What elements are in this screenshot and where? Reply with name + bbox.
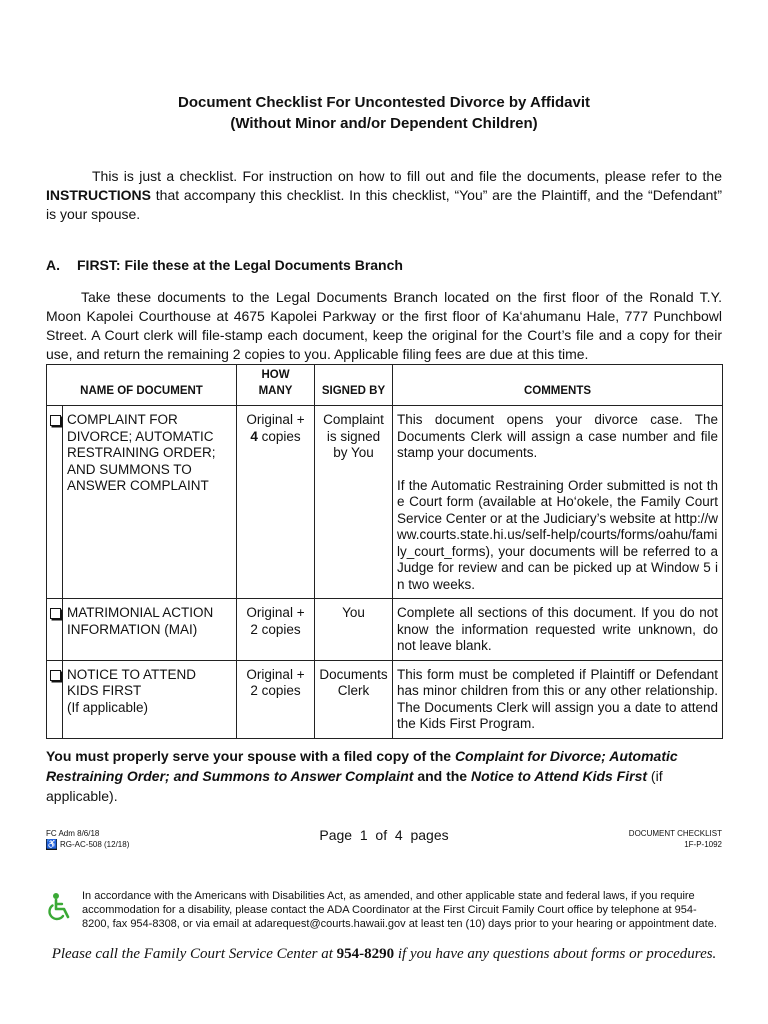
footer-form-ids: FC Adm 8/6/18 ♿ RG-AC-508 (12/18): [46, 829, 130, 849]
checkbox-complaint[interactable]: [50, 415, 61, 426]
signed-by: Complaint is signed by You: [315, 406, 393, 599]
service-notice: You must properly serve your spouse with a filed copy of the Complaint for Divorce; Automatic Restraining Order; and Summons to Answer Complaint and the Notice to Attend Kids First (if applicable).: [46, 748, 678, 804]
signed-by: Documents Clerk: [315, 660, 393, 738]
ada-notice: In accordance with the Americans with Disabilities Act, as amended, and other applicable state and federal laws, if you require accommodation for a disability, please contact the ADA Coordinator at the First Circuit Family Court office by telephone at 954-8200, fax 954-8308, or via email at adarequest@courts.hawaii.gov at least ten (10) days prior to your hearing or appointment date.: [82, 890, 717, 930]
header-signed-by: SIGNED BY: [315, 365, 393, 406]
table-row: [47, 660, 723, 738]
how-many: Original + 2 copies: [237, 660, 315, 738]
comments: This document opens your divorce case. The Documents Clerk will assign a case number and file stamp your documents. If the Automatic Restraining Order submitted is not the Court form (available at Ho‘okele, the Family Court Service Center or at the Judiciary’s website at http://www.courts.state.hi.us/self-help/courts/forms/oahu/family_court_forms), your documents will be referred to a Judge for review and can be picked up at Window 5 in two weeks.: [393, 406, 723, 599]
document-title: Document Checklist For Uncontested Divorce by Affidavit: [177, 94, 591, 111]
wheelchair-icon: [44, 892, 74, 922]
footer-doc-code: DOCUMENT CHECKLIST 1F-P-1092: [628, 829, 722, 849]
checklist-table: [46, 364, 723, 739]
header-comments: COMMENTS: [393, 365, 723, 406]
how-many: Original + 4 copies: [237, 406, 315, 599]
table-row: [47, 599, 723, 661]
section-a-heading: A. FIRST: File these at the Legal Documents Branch: [46, 257, 403, 273]
phone-number: 954-8290: [336, 946, 395, 962]
checkbox-mai[interactable]: [50, 608, 61, 619]
table-row: [47, 406, 723, 599]
document-name: MATRIMONIAL ACTION INFORMATION (MAI): [63, 599, 237, 661]
intro-paragraph: This is just a checklist. For instruction on how to fill out and file the documents, please refer to the INSTRUCTIONS that accompany this checklist. In this checklist, “You” are the Plaintiff, and the “Defendant” is your spouse.: [46, 168, 722, 222]
table-header-row: [47, 365, 723, 406]
service-center-call: Please call the Family Court Service Center at 954-8290 if you have any questions about forms or procedures.: [51, 946, 717, 962]
document-subtitle: (Without Minor and/or Dependent Children): [230, 115, 538, 132]
checkbox-kids-first[interactable]: [50, 670, 61, 681]
section-a-paragraph: Take these documents to the Legal Documents Branch located on the first floor of the Ronald T.Y. Moon Kapolei Courthouse at 4675 Kapolei Parkway or the first floor of Ka‘ahumanu Hale, 777 Punchbowl Street. A Court clerk will file-stamp each document, keep the original for the Court’s file and a copy for their use, and return the remaining 2 copies to you. Applicable filing fees are due at this time.: [46, 289, 722, 362]
instructions-emphasis: INSTRUCTIONS: [46, 187, 151, 203]
header-how-many: HOW MANY: [237, 365, 315, 406]
document-name: NOTICE TO ATTEND KIDS FIRST (If applicable): [63, 660, 237, 738]
how-many: Original + 2 copies: [237, 599, 315, 661]
comments: This form must be completed if Plaintiff or Defendant has minor children from this or any other relationship. The Documents Clerk will assign you a date to attend the Kids First Program.: [393, 660, 723, 738]
document-name: COMPLAINT FOR DIVORCE; AUTOMATIC RESTRAINING ORDER; AND SUMMONS TO ANSWER COMPLAINT: [63, 406, 237, 599]
page-indicator: Page 1 of 4 pages: [319, 827, 449, 843]
signed-by: You: [315, 599, 393, 661]
accessibility-icon: ♿: [46, 839, 58, 849]
header-name-of-document: NAME OF DOCUMENT: [47, 365, 237, 406]
comments: Complete all sections of this document. If you do not know the information requested write unknown, do not leave blank.: [393, 599, 723, 661]
